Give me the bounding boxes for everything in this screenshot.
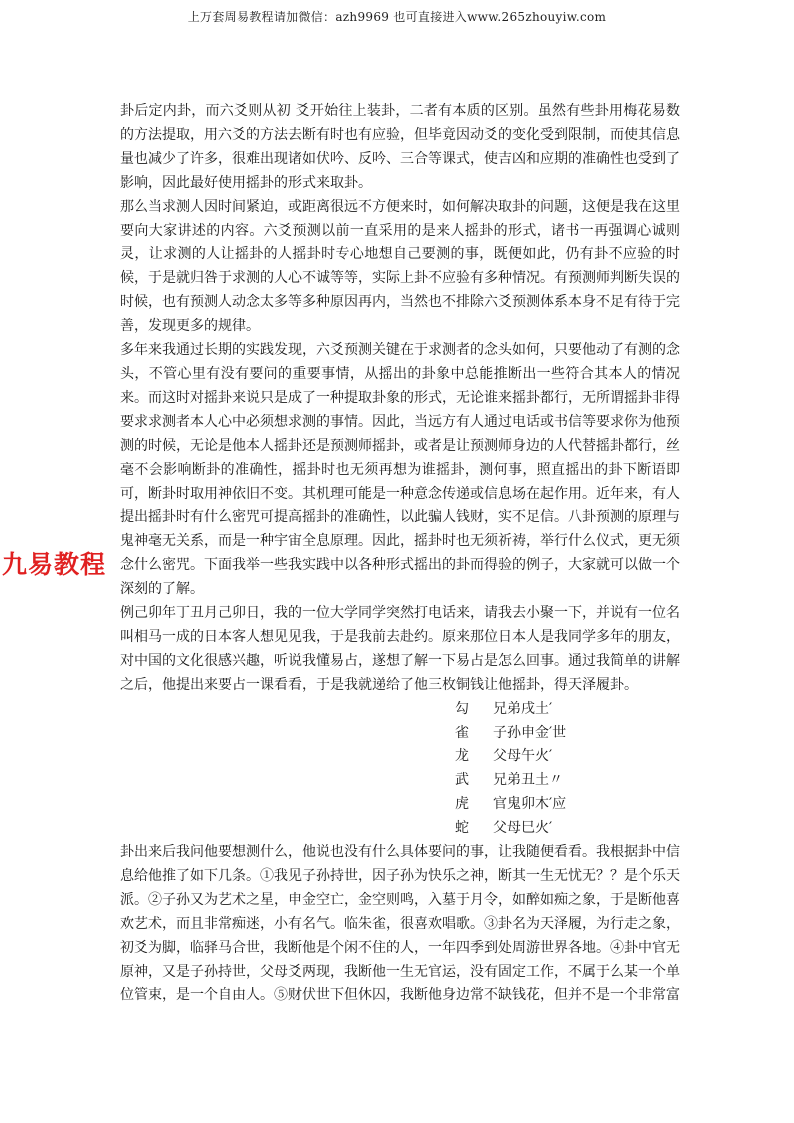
page-header: 上万套周易教程请加微信：azh9969 也可直接进入www.265zhouyiw.com [187,10,607,24]
line-label: 兄弟丑土〃 [493,772,563,789]
paragraph: 卦后定内卦，而六爻则从初 爻开始往上装卦，二者有本质的区别。虽然有些卦用梅花易数的方法提取，用六爻的方法去断有时也有应验，但毕竟因动爻的变化受到限制，而使其信息量也减少了许多，很难出现诸如伏吟、反吟、三合等课式，使吉凶和应期的准确性也受到了影响，因此最好使用摇卦的形式来取卦。 [120,103,680,191]
hexagram-line [455,817,680,841]
line-label: 兄弟戌土′ [493,700,553,717]
paragraph: 多年来我通过长期的实践发现，六爻预测关键在于求测者的念头如何，只要他动了有测的念头，不管心里有没有要问的重要事情，从摇出的卦象中总能推断出一些符合其本人的情况来。而这时对摇卦来说只是成了一种提取卦象的形式，无论谁来摇卦都行，无所谓摇卦非得要求求测者本人心中必须想求测的事情。因此，当远方有人通过电话或书信等要求你为他预测的时候，无论是他本人摇卦还是预测师摇卦，或者是让预测师身边的人代替摇卦都行，丝毫不会影响断卦的准确性，摇卦时也无须再想为谁摇卦，测何事，照直摇出的卦下断语即可，断卦时取用神依旧不变。其机理可能是一种意念传递或信息场在起作用。近年来，有人提出摇卦时有什么密咒可提高摇卦的准确性，以此骗人钱财，实不足信。八卦预测的原理与鬼神毫无关系，而是一种宇宙全息原理。因此，摇卦时也无须祈祷，举行什么仪式，更无须念什么密咒。下面我举一些我实践中以各种形式摇出的卦而得验的例子，大家就可以做一个深刻的了解。 [120,342,680,598]
paragraph: 例己卯年丁丑月己卯日，我的一位大学同学突然打电话来，请我去小聚一下，并说有一位名叫相马一成的日本客人想见见我，于是我前去赴约。原来那位日本人是我同学多年的朋友，对中国的文化很感兴趣，听说我懂易占，遂想了解一下易占是怎么回事。通过我简单的讲解之后，他提出来要占一课看看，于是我就递给了他三枚铜钱让他摇卦，得天泽履卦。 [120,605,680,693]
hexagram-line [455,793,680,817]
paragraph: 那么当求测人因时间紧迫，或距离很远不方便来时，如何解决取卦的问题，这便是我在这里要向大家讲述的内容。六爻预测以前一直采用的是来人摇卦的形式，诸书一再强调心诚则灵，让求测的人让摇卦的人摇卦时专心地想自己要测的事，既便如此，仍有卦不应验的时候，于是就归咎于求测的人心不诚等等，实际上卦不应验有多种情况。有预测师判断失误的时候，也有预测人动念太多等多种原因再内，当然也不排除六爻预测体系本身不足有待于完善，发现更多的规律。 [120,198,680,335]
six-beast-label: 雀 [455,724,469,741]
side-watermark-brand: 九易教程 [2,550,107,579]
line-label: 父母午火′ [493,748,553,765]
hexagram-line [455,745,680,769]
paragraph: 卦出来后我问他要想测什么，他说也没有什么具体要问的事，让我随便看看。我根据卦中信息给他推了如下几条。①我见子孙持世，因子孙为快乐之神，断其一生无忧无？？是个乐天派。②子孙又为艺术之星，申金空亡，金空则鸣，入墓于月令，如醉如痴之象，于是断他喜欢艺术，而且非常痴迷，小有名气。临朱雀，很喜欢唱歌。③卦名为天泽履，为行走之象，初爻为脚，临驿马合世，我断他是个闲不住的人，一年四季到处周游世界各地。④卦中官无原神，又是子孙持世，父母爻两现，我断他一生无官运，没有固定工作，不属于么某一个单位管束，是一个自由人。⑤财伏世下但休囚，我断他身边常不缺钱花，但并不是一个非常富 [120,844,680,1004]
hexagram-table [455,698,680,841]
six-beast-label: 虎 [455,796,469,813]
hexagram-line [455,769,680,793]
line-label: 父母巳火′ [493,820,553,837]
hexagram-line [455,722,680,746]
six-beast-label: 蛇 [455,820,469,837]
document-body [120,100,680,1008]
six-beast-label: 龙 [455,748,469,765]
line-label: 官鬼卯木′应 [493,796,567,813]
line-label: 子孙申金′世 [493,724,567,741]
six-beast-label: 勾 [455,700,469,717]
hexagram-line [455,698,680,722]
six-beast-label: 武 [455,772,469,789]
